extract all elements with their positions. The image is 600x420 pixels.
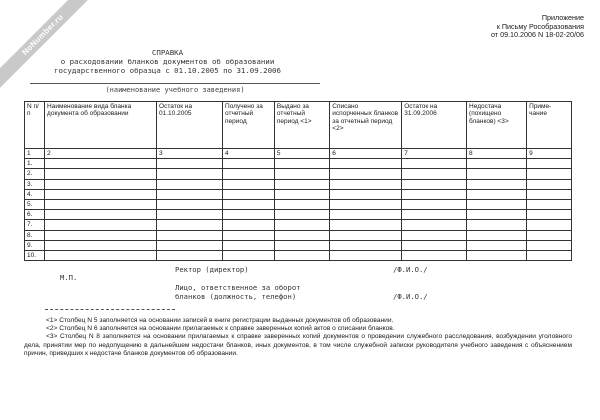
- watermark-ribbon: NoNumber.ru: [0, 0, 101, 93]
- row-number: 9.: [25, 240, 45, 250]
- table-cell: [467, 189, 527, 199]
- table-row: [25, 220, 572, 230]
- table-cell: [274, 159, 329, 169]
- row-number: 2.: [25, 169, 45, 179]
- table-cell: [157, 220, 223, 230]
- appendix-line-2: к Письму Рособразования: [496, 21, 584, 31]
- table-cell: [274, 220, 329, 230]
- title-line-3: государственного образца с 01.10.2005 по 31.09.2006: [54, 66, 281, 75]
- table-cell: [45, 251, 157, 261]
- table-cell: [402, 240, 467, 250]
- table-cell: [157, 200, 223, 210]
- institution-line: [30, 83, 320, 84]
- responsible-name-placeholder: /Ф.И.О./: [393, 292, 428, 301]
- column-number: 7: [402, 149, 467, 159]
- table-cell: [157, 179, 223, 189]
- table-cell: [527, 210, 572, 220]
- row-number: 8.: [25, 230, 45, 240]
- table-cell: [402, 159, 467, 169]
- table-cell: [157, 251, 223, 261]
- table-cell: [330, 220, 402, 230]
- table-cell: [467, 210, 527, 220]
- table-cell: [467, 220, 527, 230]
- table-cell: [274, 230, 329, 240]
- column-number: 3: [157, 149, 223, 159]
- table-row: [25, 189, 572, 199]
- table-cell: [527, 251, 572, 261]
- table-cell: [157, 169, 223, 179]
- title-heading: СПРАВКА: [151, 48, 184, 57]
- table-cell: [467, 230, 527, 240]
- appendix-line-1: Приложение: [541, 13, 584, 22]
- document-title: [40, 48, 295, 75]
- table-cell: [45, 200, 157, 210]
- table-cell: [527, 189, 572, 199]
- table-cell: [527, 159, 572, 169]
- table-cell: [402, 230, 467, 240]
- row-number: 7.: [25, 220, 45, 230]
- rector-label: Ректор (директор): [175, 265, 249, 274]
- table-cell: [330, 210, 402, 220]
- footnote-1: <1> Столбец N 5 заполняется на основании записей в книге регистрации выданных документов об образовании.: [46, 317, 394, 324]
- header-cell: Остаток на 01.10.2005: [157, 102, 223, 149]
- row-number: 5.: [25, 200, 45, 210]
- table-cell: [330, 240, 402, 250]
- table-cell: [45, 220, 157, 230]
- header-cell: Наименование вида бланка документа об образовании: [45, 102, 157, 149]
- stamp-label: М.П.: [60, 273, 78, 282]
- column-number: 8: [467, 149, 527, 159]
- table-cell: [467, 240, 527, 250]
- responsible-label-1: Лицо, ответственное за оборот: [175, 283, 301, 292]
- footnote-2: <2> Столбец N 6 заполняется на основании прилагаемых к справке заверенных копий актов о списании бланков.: [46, 325, 395, 333]
- row-number: 10.: [25, 251, 45, 261]
- table-cell: [402, 220, 467, 230]
- header-cell: Выдано за отчетный период <1>: [274, 102, 329, 149]
- table-cell: [223, 240, 275, 250]
- table-cell: [157, 210, 223, 220]
- appendix-block: [491, 14, 584, 40]
- table-cell: [157, 230, 223, 240]
- table-cell: [402, 179, 467, 189]
- table-cell: [274, 200, 329, 210]
- responsible-label-2: бланков (должность, телефон): [175, 292, 297, 301]
- table-cell: [527, 240, 572, 250]
- table-cell: [467, 159, 527, 169]
- title-line-2: о расходовании бланков документов об образовании: [60, 57, 275, 66]
- column-number: 2: [45, 149, 157, 159]
- rector-name-placeholder: /Ф.И.О./: [393, 265, 428, 274]
- table-cell: [330, 200, 402, 210]
- table-cell: [223, 179, 275, 189]
- table-cell: [467, 169, 527, 179]
- table-cell: [330, 251, 402, 261]
- table-cell: [402, 169, 467, 179]
- table-cell: [274, 179, 329, 189]
- table-cell: [274, 169, 329, 179]
- table-row: [25, 159, 572, 169]
- table-cell: [527, 220, 572, 230]
- table-cell: [223, 251, 275, 261]
- table-cell: [223, 210, 275, 220]
- header-cell: Получено за отчетный период: [223, 102, 275, 149]
- table-cell: [330, 169, 402, 179]
- table-cell: [467, 179, 527, 189]
- appendix-line-3: от 09.10.2006 N 18-02-20/06: [490, 30, 584, 40]
- table-cell: [45, 159, 157, 169]
- footnote-3: <3> Столбец N 8 заполняется на основании прилагаемых к справке заверенных копий документов о проведении служебного расследования, возбуждении уголовного дела, принятии мер по недопущению в дальнейшем недостачи бланков, иных документов, в том числе служебной записки руководителя учебного заведения с объяснением причин, приведших к недостаче бланков документов об образовании.: [24, 333, 572, 357]
- table-cell: [402, 200, 467, 210]
- table-cell: [223, 159, 275, 169]
- table-row: [25, 230, 572, 240]
- row-number: 1.: [25, 159, 45, 169]
- table-cell: [157, 240, 223, 250]
- table-cell: [223, 189, 275, 199]
- table-cell: [45, 189, 157, 199]
- table-cell: [223, 200, 275, 210]
- table-cell: [157, 159, 223, 169]
- column-number: 5: [274, 149, 329, 159]
- column-number: 4: [223, 149, 275, 159]
- report-table: [24, 101, 572, 261]
- column-number: 6: [330, 149, 402, 159]
- table-cell: [157, 189, 223, 199]
- column-number-row: [25, 149, 572, 159]
- row-number: 3.: [25, 179, 45, 189]
- table-cell: [467, 200, 527, 210]
- table-cell: [274, 210, 329, 220]
- table-cell: [274, 240, 329, 250]
- table-row: [25, 240, 572, 250]
- table-row: [25, 200, 572, 210]
- table-row: [25, 251, 572, 261]
- table-cell: [330, 179, 402, 189]
- table-cell: [274, 189, 329, 199]
- table-row: [25, 179, 572, 189]
- table-cell: [330, 230, 402, 240]
- header-cell: Остаток на 31.09.2006: [402, 102, 467, 149]
- table-cell: [223, 220, 275, 230]
- table-cell: [45, 179, 157, 189]
- header-row: [25, 102, 572, 149]
- table-cell: [274, 251, 329, 261]
- table-cell: [527, 169, 572, 179]
- row-number: 6.: [25, 210, 45, 220]
- table-cell: [45, 230, 157, 240]
- header-cell: Недостача (похищено бланков) <3>: [467, 102, 527, 149]
- table-cell: [402, 210, 467, 220]
- footnotes: [24, 317, 572, 358]
- row-number: 4.: [25, 189, 45, 199]
- table-cell: [527, 179, 572, 189]
- footnote-separator: [45, 309, 175, 310]
- institution-caption: (наименование учебного заведения): [105, 86, 245, 94]
- header-cell: Списано испорченных бланков за отчетный период <2>: [330, 102, 402, 149]
- table-row: [25, 210, 572, 220]
- table-cell: [223, 230, 275, 240]
- table-cell: [402, 251, 467, 261]
- table-cell: [223, 169, 275, 179]
- column-number: 9: [527, 149, 572, 159]
- header-cell: N п/п: [25, 102, 45, 149]
- table-cell: [330, 159, 402, 169]
- column-number: 1: [25, 149, 45, 159]
- header-cell: Приме- чание: [527, 102, 572, 149]
- table-cell: [45, 169, 157, 179]
- table-cell: [527, 200, 572, 210]
- table-cell: [527, 230, 572, 240]
- table-row: [25, 169, 572, 179]
- table-cell: [402, 189, 467, 199]
- table-cell: [330, 189, 402, 199]
- table-cell: [45, 240, 157, 250]
- table-cell: [467, 251, 527, 261]
- table-cell: [45, 210, 157, 220]
